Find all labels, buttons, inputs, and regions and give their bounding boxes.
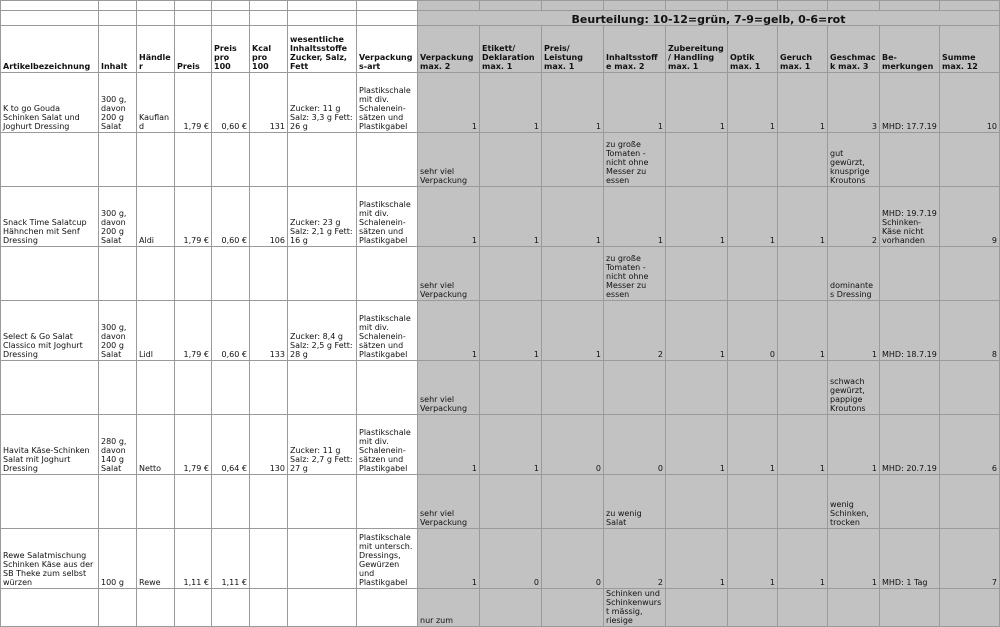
product-name-cell[interactable]: Snack Time Salatcup Hähnchen mit Senf Dressing: [1, 187, 99, 247]
comment-cell[interactable]: [666, 589, 728, 627]
cell[interactable]: [175, 1, 212, 11]
comment-cell[interactable]: [604, 361, 666, 415]
score-cell[interactable]: 1: [666, 187, 728, 247]
total-score-cell[interactable]: 9: [940, 187, 1000, 247]
header-row: [1, 26, 1000, 73]
content-cell[interactable]: 300 g, davon 200 g Salat: [99, 187, 137, 247]
score-cell[interactable]: 1: [666, 301, 728, 361]
kcal-cell[interactable]: 106: [250, 187, 288, 247]
score-cell[interactable]: 1: [666, 73, 728, 133]
cell[interactable]: [728, 1, 778, 11]
remarks-cell[interactable]: MHD: 20.7.19: [880, 415, 940, 475]
score-cell[interactable]: 1: [666, 415, 728, 475]
product-row: [1, 529, 1000, 589]
product-row: [1, 415, 1000, 475]
cell[interactable]: [357, 361, 418, 415]
cell[interactable]: [288, 133, 357, 187]
cell[interactable]: [175, 589, 212, 627]
comment-cell[interactable]: [542, 589, 604, 627]
cell[interactable]: [288, 475, 357, 529]
cell[interactable]: [666, 1, 728, 11]
score-cell[interactable]: 2: [828, 187, 880, 247]
comment-cell[interactable]: [480, 589, 542, 627]
packaging-type-cell[interactable]: Plastikschale mit untersch. Dressings, Gewürzen und Plastikgabel: [357, 529, 418, 589]
ingredients-cell[interactable]: [288, 529, 357, 589]
total-score-cell[interactable]: 6: [940, 415, 1000, 475]
retailer-cell[interactable]: Aldi: [137, 187, 175, 247]
comment-cell[interactable]: wenig Schinken, trocken: [828, 475, 880, 529]
comment-cell[interactable]: [728, 133, 778, 187]
column-header[interactable]: Verpackung max. 2: [418, 26, 480, 73]
cell[interactable]: [250, 475, 288, 529]
comment-cell[interactable]: [480, 133, 542, 187]
kcal-cell[interactable]: [250, 529, 288, 589]
cell[interactable]: [288, 1, 357, 11]
remarks-cell[interactable]: MHD: 1 Tag: [880, 529, 940, 589]
cell[interactable]: [250, 11, 288, 26]
score-cell[interactable]: 1: [778, 73, 828, 133]
cell[interactable]: [175, 361, 212, 415]
column-header[interactable]: Kcal pro 100: [250, 26, 288, 73]
content-cell[interactable]: 300 g, davon 200 g Salat: [99, 73, 137, 133]
column-header[interactable]: Preis: [175, 26, 212, 73]
comment-row: [1, 589, 1000, 627]
cell[interactable]: [1, 247, 99, 301]
comment-cell[interactable]: [666, 475, 728, 529]
score-cell[interactable]: 1: [828, 301, 880, 361]
cell[interactable]: [542, 1, 604, 11]
column-header[interactable]: Summe max. 12: [940, 26, 1000, 73]
cell[interactable]: [1, 361, 99, 415]
cell[interactable]: [99, 589, 137, 627]
comment-cell[interactable]: [728, 589, 778, 627]
comment-cell[interactable]: dominantes Dressing: [828, 247, 880, 301]
score-cell[interactable]: 1: [480, 301, 542, 361]
column-header[interactable]: Be-merkungen: [880, 26, 940, 73]
product-row: [1, 73, 1000, 133]
score-cell[interactable]: 0: [728, 301, 778, 361]
score-cell[interactable]: 1: [778, 187, 828, 247]
product-name-cell[interactable]: Rewe Salatmischung Schinken Käse aus der SB Theke zum selbst würzen: [1, 529, 99, 589]
product-row: [1, 301, 1000, 361]
sheet-body: [1, 1, 1000, 627]
score-cell[interactable]: 2: [604, 529, 666, 589]
cell[interactable]: [1, 1, 99, 11]
cell[interactable]: [940, 475, 1000, 529]
packaging-type-cell[interactable]: Plastikschale mit div. Schalenein-sätzen und Plastikgabel: [357, 73, 418, 133]
comment-row: [1, 247, 1000, 301]
cell[interactable]: [778, 1, 828, 11]
comment-cell[interactable]: [778, 133, 828, 187]
comment-cell[interactable]: Schinken und Schinkenwurst mässig, riesige: [604, 589, 666, 627]
cell[interactable]: [212, 133, 250, 187]
comment-cell[interactable]: [828, 589, 880, 627]
cell[interactable]: [357, 1, 418, 11]
score-cell[interactable]: 1: [828, 415, 880, 475]
price-cell[interactable]: 1,79 €: [175, 73, 212, 133]
content-cell[interactable]: 300 g, davon 200 g Salat: [99, 301, 137, 361]
cell[interactable]: [940, 361, 1000, 415]
score-cell[interactable]: 1: [480, 187, 542, 247]
cell[interactable]: [212, 475, 250, 529]
score-cell[interactable]: 1: [418, 529, 480, 589]
cell[interactable]: [357, 133, 418, 187]
comment-cell[interactable]: sehr viel Verpackung: [418, 247, 480, 301]
score-cell[interactable]: 1: [480, 73, 542, 133]
comment-cell[interactable]: [778, 589, 828, 627]
comment-cell[interactable]: zu wenig Salat: [604, 475, 666, 529]
comment-cell[interactable]: sehr viel Verpackung: [418, 475, 480, 529]
retailer-cell[interactable]: Rewe: [137, 529, 175, 589]
price-per-100-cell[interactable]: 0,60 €: [212, 73, 250, 133]
cell[interactable]: [288, 247, 357, 301]
cell[interactable]: [288, 589, 357, 627]
price-per-100-cell[interactable]: 0,64 €: [212, 415, 250, 475]
comment-cell[interactable]: [778, 475, 828, 529]
ingredients-cell[interactable]: Zucker: 11 g Salz: 2,7 g Fett: 27 g: [288, 415, 357, 475]
retailer-cell[interactable]: Netto: [137, 415, 175, 475]
score-cell[interactable]: 1: [604, 187, 666, 247]
cell[interactable]: [880, 133, 940, 187]
comment-cell[interactable]: nur zum: [418, 589, 480, 627]
score-cell[interactable]: 1: [418, 187, 480, 247]
cell[interactable]: [212, 361, 250, 415]
cell[interactable]: [940, 133, 1000, 187]
cell[interactable]: [604, 1, 666, 11]
column-header[interactable]: wesentliche Inhaltsstoffe Zucker, Salz, Fett: [288, 26, 357, 73]
score-cell[interactable]: 0: [480, 529, 542, 589]
cell[interactable]: [357, 475, 418, 529]
product-name-cell[interactable]: Select & Go Salat Classico mit Joghurt Dressing: [1, 301, 99, 361]
column-header[interactable]: Verpackungs-art: [357, 26, 418, 73]
cell[interactable]: [99, 361, 137, 415]
cell[interactable]: [175, 475, 212, 529]
column-header[interactable]: Zubereitung/ Handling max. 1: [666, 26, 728, 73]
score-cell[interactable]: 0: [604, 415, 666, 475]
cell[interactable]: [880, 1, 940, 11]
comment-cell[interactable]: [542, 475, 604, 529]
comment-cell[interactable]: zu große Tomaten - nicht ohne Messer zu essen: [604, 133, 666, 187]
score-cell[interactable]: 1: [418, 73, 480, 133]
cell[interactable]: [357, 11, 418, 26]
kcal-cell[interactable]: 133: [250, 301, 288, 361]
comment-cell[interactable]: [480, 361, 542, 415]
score-cell[interactable]: 1: [480, 415, 542, 475]
comment-cell[interactable]: sehr viel Verpackung: [418, 361, 480, 415]
score-cell[interactable]: 1: [728, 415, 778, 475]
cell[interactable]: [880, 589, 940, 627]
packaging-type-cell[interactable]: Plastikschale mit div. Schalenein-sätzen und Plastikgabel: [357, 187, 418, 247]
comment-cell[interactable]: [480, 475, 542, 529]
score-cell[interactable]: 1: [728, 187, 778, 247]
cell[interactable]: [288, 361, 357, 415]
score-cell[interactable]: 3: [828, 73, 880, 133]
comment-cell[interactable]: [542, 133, 604, 187]
score-cell[interactable]: 1: [728, 73, 778, 133]
comment-cell[interactable]: [542, 247, 604, 301]
product-name-cell[interactable]: Havita Käse-Schinken Salat mit Joghurt Dressing: [1, 415, 99, 475]
score-cell[interactable]: 1: [778, 529, 828, 589]
cell[interactable]: [137, 1, 175, 11]
comment-cell[interactable]: [728, 475, 778, 529]
comment-cell[interactable]: [778, 247, 828, 301]
cell[interactable]: [940, 247, 1000, 301]
kcal-cell[interactable]: 131: [250, 73, 288, 133]
cell[interactable]: [212, 11, 250, 26]
column-header[interactable]: Inhalt: [99, 26, 137, 73]
cell[interactable]: [137, 475, 175, 529]
score-cell[interactable]: 1: [778, 301, 828, 361]
price-cell[interactable]: 1,79 €: [175, 187, 212, 247]
cell[interactable]: [99, 247, 137, 301]
comment-row: [1, 475, 1000, 529]
score-cell[interactable]: 1: [418, 301, 480, 361]
score-cell[interactable]: 1: [604, 73, 666, 133]
cell[interactable]: [99, 475, 137, 529]
ingredients-cell[interactable]: Zucker: 8,4 g Salz: 2,5 g Fett: 28 g: [288, 301, 357, 361]
kcal-cell[interactable]: 130: [250, 415, 288, 475]
comment-cell[interactable]: [666, 361, 728, 415]
cell[interactable]: [880, 247, 940, 301]
price-cell[interactable]: 1,79 €: [175, 301, 212, 361]
ingredients-cell[interactable]: Zucker: 23 g Salz: 2,1 g Fett: 16 g: [288, 187, 357, 247]
comment-row: [1, 361, 1000, 415]
comment-cell[interactable]: schwach gewürzt, pappige Kroutons: [828, 361, 880, 415]
title-row: [1, 11, 1000, 26]
content-cell[interactable]: 100 g: [99, 529, 137, 589]
cell[interactable]: [880, 361, 940, 415]
column-header[interactable]: Etikett/ Deklaration max. 1: [480, 26, 542, 73]
cell[interactable]: [880, 475, 940, 529]
column-header[interactable]: Händler: [137, 26, 175, 73]
retailer-cell[interactable]: Kaufland: [137, 73, 175, 133]
price-per-100-cell[interactable]: 0,60 €: [212, 187, 250, 247]
cell[interactable]: [212, 589, 250, 627]
cell[interactable]: [250, 361, 288, 415]
score-cell[interactable]: 1: [728, 529, 778, 589]
cell[interactable]: [175, 133, 212, 187]
score-cell[interactable]: 1: [778, 415, 828, 475]
comment-cell[interactable]: [728, 361, 778, 415]
cell[interactable]: [99, 133, 137, 187]
cell[interactable]: [1, 11, 99, 26]
comment-cell[interactable]: [542, 361, 604, 415]
column-header[interactable]: Inhaltsstoffe max. 2: [604, 26, 666, 73]
cell[interactable]: [250, 589, 288, 627]
cell[interactable]: [137, 11, 175, 26]
column-header[interactable]: Preis/ Leistung max. 1: [542, 26, 604, 73]
cell[interactable]: [137, 589, 175, 627]
price-per-100-cell[interactable]: 0,60 €: [212, 301, 250, 361]
score-cell[interactable]: 0: [542, 415, 604, 475]
cell[interactable]: [250, 247, 288, 301]
column-header[interactable]: Optik max. 1: [728, 26, 778, 73]
retailer-cell[interactable]: Lidl: [137, 301, 175, 361]
cell[interactable]: [418, 1, 480, 11]
score-cell[interactable]: 2: [604, 301, 666, 361]
cell[interactable]: [940, 1, 1000, 11]
comment-row: [1, 133, 1000, 187]
cell[interactable]: [357, 589, 418, 627]
product-row: [1, 187, 1000, 247]
content-cell[interactable]: 280 g, davon 140 g Salat: [99, 415, 137, 475]
remarks-cell[interactable]: MHD: 18.7.19: [880, 301, 940, 361]
cell[interactable]: [99, 1, 137, 11]
column-header[interactable]: Geruch max. 1: [778, 26, 828, 73]
cell[interactable]: [940, 589, 1000, 627]
cell[interactable]: [99, 11, 137, 26]
column-header[interactable]: Artikelbezeichnung: [1, 26, 99, 73]
remarks-cell[interactable]: MHD: 17.7.19: [880, 73, 940, 133]
packaging-type-cell[interactable]: Plastikschale mit div. Schalenein-sätzen und Plastikgabel: [357, 415, 418, 475]
cell[interactable]: [137, 361, 175, 415]
cell[interactable]: [137, 247, 175, 301]
column-header[interactable]: Geschmack max. 3: [828, 26, 880, 73]
total-score-cell[interactable]: 10: [940, 73, 1000, 133]
cell[interactable]: [137, 133, 175, 187]
score-cell[interactable]: 1: [666, 529, 728, 589]
total-score-cell[interactable]: 8: [940, 301, 1000, 361]
cell[interactable]: [250, 133, 288, 187]
cell[interactable]: [212, 1, 250, 11]
column-header[interactable]: Preis pro 100: [212, 26, 250, 73]
comment-cell[interactable]: [728, 247, 778, 301]
comment-cell[interactable]: zu große Tomaten - nicht ohne Messer zu essen: [604, 247, 666, 301]
cell[interactable]: [175, 247, 212, 301]
comment-cell[interactable]: [480, 247, 542, 301]
score-cell[interactable]: 1: [418, 415, 480, 475]
cell[interactable]: [828, 1, 880, 11]
cell[interactable]: [250, 1, 288, 11]
cell[interactable]: [480, 1, 542, 11]
cell[interactable]: [357, 247, 418, 301]
comment-cell[interactable]: gut gewürzt, knusprige Kroutons: [828, 133, 880, 187]
total-score-cell[interactable]: 7: [940, 529, 1000, 589]
price-cell[interactable]: 1,79 €: [175, 415, 212, 475]
comment-cell[interactable]: [778, 361, 828, 415]
packaging-type-cell[interactable]: Plastikschale mit div. Schalenein-sätzen und Plastikgabel: [357, 301, 418, 361]
score-cell[interactable]: 1: [542, 301, 604, 361]
spacer-row: [1, 1, 1000, 11]
rating-title[interactable]: Beurteilung: 10-12=grün, 7-9=gelb, 0-6=rot: [418, 11, 1000, 26]
score-cell[interactable]: 0: [542, 529, 604, 589]
cell[interactable]: [1, 133, 99, 187]
comment-cell[interactable]: sehr viel Verpackung: [418, 133, 480, 187]
cell[interactable]: [212, 247, 250, 301]
cell[interactable]: [1, 589, 99, 627]
price-per-100-cell[interactable]: 1,11 €: [212, 529, 250, 589]
comment-cell[interactable]: [666, 247, 728, 301]
cell[interactable]: [1, 475, 99, 529]
cell[interactable]: [288, 11, 357, 26]
cell[interactable]: [175, 11, 212, 26]
remarks-cell[interactable]: MHD: 19.7.19 Schinken-Käse nicht vorhanden: [880, 187, 940, 247]
comment-cell[interactable]: [666, 133, 728, 187]
score-cell[interactable]: 1: [542, 73, 604, 133]
product-name-cell[interactable]: K to go Gouda Schinken Salat und Joghurt Dressing: [1, 73, 99, 133]
score-cell[interactable]: 1: [542, 187, 604, 247]
price-cell[interactable]: 1,11 €: [175, 529, 212, 589]
score-cell[interactable]: 1: [828, 529, 880, 589]
ingredients-cell[interactable]: Zucker: 11 g Salz: 3,3 g Fett: 26 g: [288, 73, 357, 133]
